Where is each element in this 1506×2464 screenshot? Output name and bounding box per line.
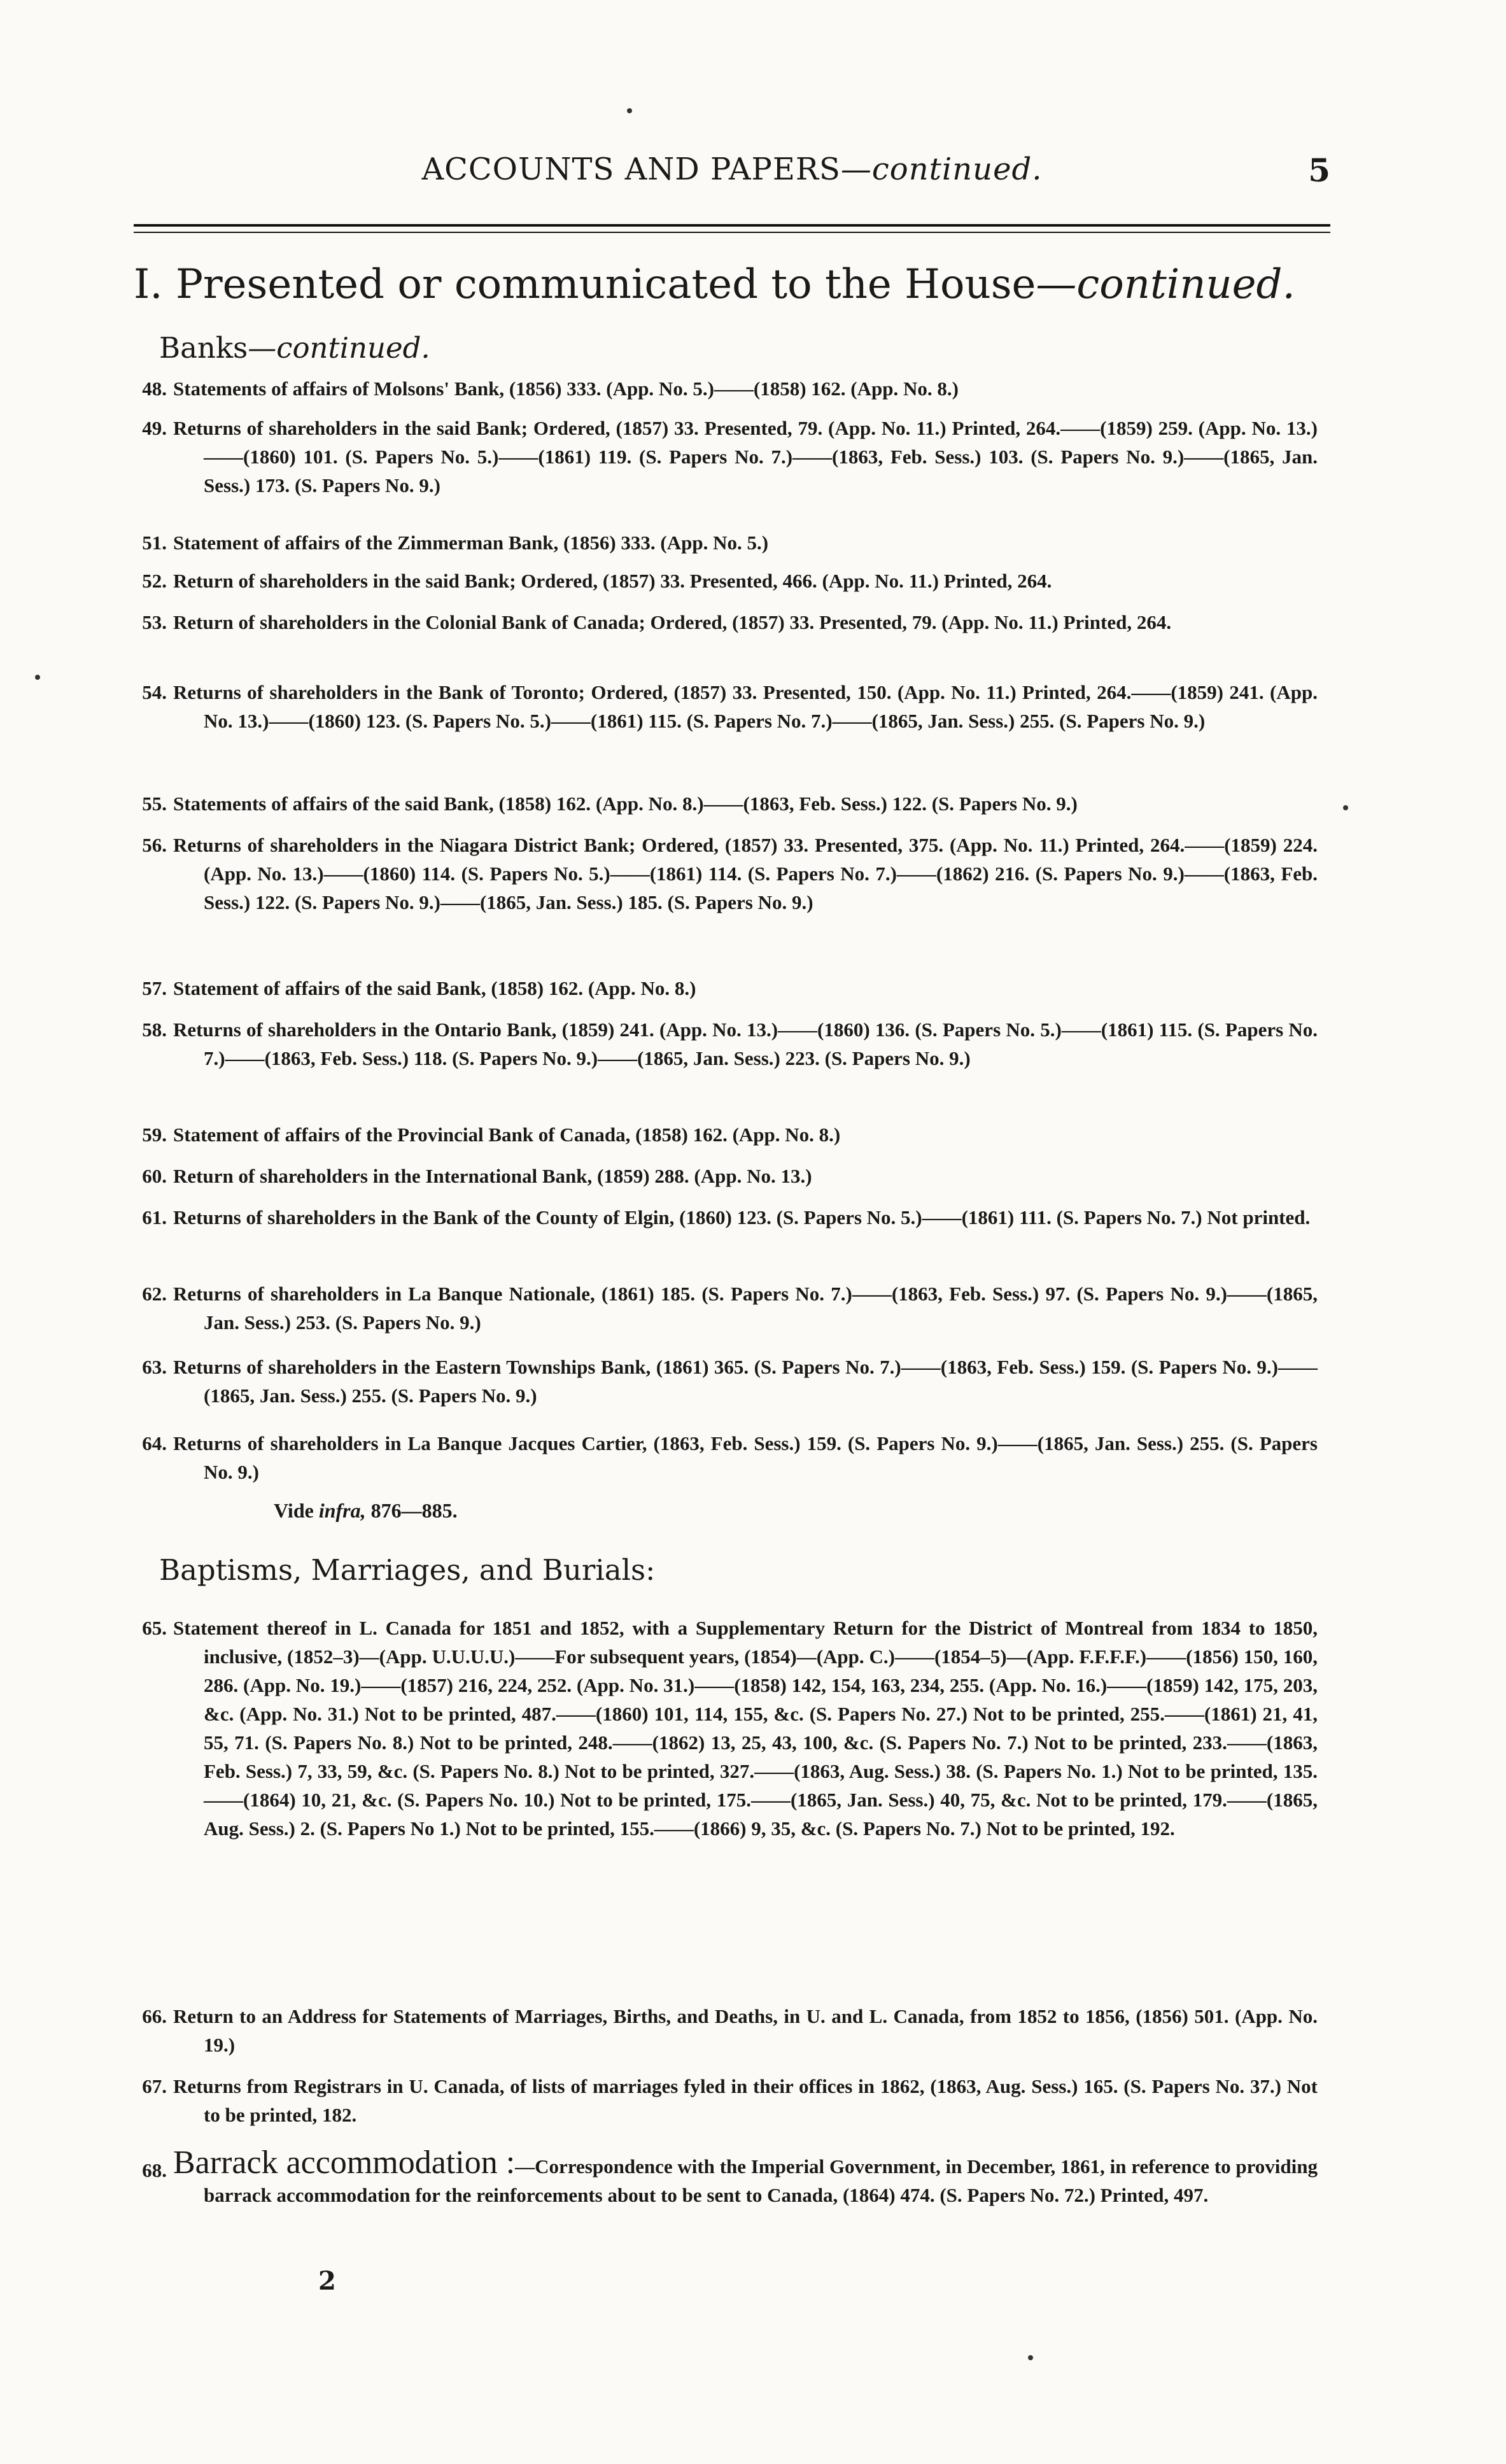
scan-speck [35,675,40,680]
entry-number: 58. [142,1018,167,1041]
list-item [121,831,1318,917]
entry-text: Returns of shareholders in the Eastern Townships Bank, (1861) 365. (S. Papers No. 7.)——(1863, Feb. Sess.) 159. (S. Papers No. 9.)——(1865, Jan. Sess.) 255. (S. Papers No. 9.) [173,1356,1318,1407]
entry-number: 57. [142,977,167,999]
entry-text: Return of shareholders in the Colonial Bank of Canada; Ordered, (1857) 33. Presented, 79. (App. No. 11.) Printed, 264. [173,611,1172,633]
section-title-suffix: —continued. [1036,261,1295,308]
barrack-heading: Barrack accommodation : [173,2144,516,2181]
entry-text: Returns of shareholders in La Banque Nationale, (1861) 185. (S. Papers No. 7.)——(1863, Feb. Sess.) 97. (S. Papers No. 9.)——(1865, Jan. Sess.) 253. (S. Papers No. 9.) [173,1283,1318,1334]
list-item [121,2002,1318,2059]
entry-number: 68. [142,2159,167,2181]
entry-number: 65. [142,1617,167,1639]
entry-number: 60. [142,1165,167,1187]
entry-number: 54. [142,681,167,703]
entry-text: Returns of shareholders in the Niagara District Bank; Ordered, (1857) 33. Presented, 375. (App. No. 11.) Printed, 264.——(1859) 224. (App. No. 13.)——(1860) 114. (S. Papers No. 5.)——(1861) 114. (S. Papers No. 7.)——(1862) 216. (S. Papers No. 9.)——(1863, Feb. Sess.) 122. (S. Papers No. 9.)——(1865, Jan. Sess.) 185. (S. Papers No. 9.) [173,834,1318,913]
entry-text: Returns of shareholders in the Bank of Toronto; Ordered, (1857) 33. Presented, 150. (App. No. 11.) Printed, 264.——(1859) 241. (App. No. 13.)——(1860) 123. (S. Papers No. 5.)——(1861) 115. (S. Papers No. 7.)——(1865, Jan. Sess.) 255. (S. Papers No. 9.) [173,681,1318,732]
list-item [121,1279,1318,1337]
section-title-text: I. Presented or communicated to the House [134,261,1036,308]
entry-number: 56. [142,834,167,856]
list-item [121,678,1318,735]
section-title [134,261,1295,308]
entry-text: Returns of shareholders in the Ontario Bank, (1859) 241. (App. No. 13.)——(1860) 136. (S. Papers No. 5.)——(1861) 115. (S. Papers No. 7.)——(1863, Feb. Sess.) 118. (S. Papers No. 9.)——(1865, Jan. Sess.) 223. (S. Papers No. 9.) [173,1018,1318,1069]
running-head-title-text: ACCOUNTS AND PAPERS [421,151,841,187]
entry-text [173,2144,1318,2209]
baptisms-heading: Baptisms, Marriages, and Burials: [159,1553,656,1587]
list-item [121,414,1318,500]
cross-reference [274,1499,458,1523]
header-rule-thick [134,224,1330,227]
entry-text: Returns of shareholders in the said Bank; Ordered, (1857) 33. Presented, 79. (App. No. 11.) Printed, 264.——(1859) 259. (App. No. 13.)——(1860) 101. (S. Papers No. 5.)——(1861) 119. (S. Papers No. 7.)——(1863, Feb. Sess.) 103. (S. Papers No. 9.)——(1865, Jan. Sess.) 173. (S. Papers No. 9.) [173,417,1318,496]
entry-number: 55. [142,792,167,815]
list-item [121,1614,1318,1843]
list-item [121,1429,1318,1486]
entry-number: 49. [142,417,167,439]
entry-text: Returns of shareholders in the Bank of the County of Elgin, (1860) 123. (S. Papers No. 5.)——(1861) 111. (S. Papers No. 7.) Not printed. [173,1206,1311,1228]
entry-number: 48. [142,377,167,400]
entry-text: Return to an Address for Statements of Marriages, Births, and Deaths, in U. and L. Canada, from 1852 to 1856, (1856) 501. (App. No. 19.) [173,2005,1318,2056]
entry-number: 61. [142,1206,167,1228]
banks-heading-suffix: —continued. [248,331,430,365]
scan-speck [627,108,632,113]
running-head [134,151,1330,196]
entry-text: Statement of affairs of the Zimmerman Bank, (1856) 333. (App. No. 5.) [173,532,769,554]
entry-number: 66. [142,2005,167,2027]
list-item [121,1120,1318,1149]
entry-text: Statements of affairs of the said Bank, (1858) 162. (App. No. 8.)——(1863, Feb. Sess.) 122. (S. Papers No. 9.) [173,792,1078,815]
list-item [121,528,1318,557]
barrack-entry [121,2144,1318,2209]
vide-italic: infra, [318,1499,366,1522]
barrack-text: —Correspondence with the Imperial Government, in December, 1861, in reference to providing barrack accommodation for the reinforcements about to be sent to Canada, (1864) 474. (S. Papers No. 72.) Printed, 497. [204,2155,1318,2206]
entry-text: Returns of shareholders in La Banque Jacques Cartier, (1863, Feb. Sess.) 159. (S. Papers No. 9.)——(1865, Jan. Sess.) 255. (S. Papers No. 9.) [173,1432,1318,1483]
entry-number: 64. [142,1432,167,1454]
vide-label: Vide [274,1499,314,1522]
list-item [121,789,1318,818]
list-item [121,1353,1318,1410]
scan-speck [1028,2355,1033,2360]
list-item [121,567,1318,595]
list-item [121,1015,1318,1073]
entry-text: Statement of affairs of the Provincial Bank of Canada, (1858) 162. (App. No. 8.) [173,1123,841,1146]
signature-mark: 2 [318,2266,336,2296]
entry-text: Return of shareholders in the International Bank, (1859) 288. (App. No. 13.) [173,1165,812,1187]
entry-text: Return of shareholders in the said Bank; Ordered, (1857) 33. Presented, 466. (App. No. 11.) Printed, 264. [173,570,1052,592]
running-head-title-suffix: —continued. [840,151,1043,187]
header-rule-thin [134,232,1330,233]
vide-ref: 876—885. [370,1499,458,1522]
list-item [121,608,1318,637]
running-head-title [134,151,1330,187]
entry-text: Statement of affairs of the said Bank, (1858) 162. (App. No. 8.) [173,977,696,999]
list-item [121,2072,1318,2129]
entry-number: 52. [142,570,167,592]
entry-text: Statement thereof in L. Canada for 1851 and 1852, with a Supplementary Return for the District of Montreal from 1834 to 1850, inclusive, (1852–3)—(App. U.U.U.U.)——For subsequent years, (1854)—(App. C.)——(1854–5)—(App. F.F.F.F.)——(1856) 150, 160, 286. (App. No. 19.)——(1857) 216, 224, 252. (App. No. 31.)——(1858) 142, 154, 163, 234, 255. (App. No. 16.)——(1859) 142, 175, 203, &c. (App. No. 31.) Not to be printed, 487.——(1860) 101, 114, 155, &c. (S. Papers No. 27.) Not to be printed, 255.——(1861) 21, 41, 55, 71. (S. Papers No. 8.) Not to be printed, 248.——(1862) 13, 25, 43, 100, &c. (S. Papers No. 7.) Not to be printed, 233.——(1863, Feb. Sess.) 7, 33, 59, &c. (S. Papers No. 8.) Not to be printed, 327.——(1863, Aug. Sess.) 38. (S. Papers No. 1.) Not to be printed, 135.——(1864) 10, 21, &c. (S. Papers No. 10.) Not to be printed, 175.——(1865, Jan. Sess.) 40, 75, &c. Not to be printed, 179.——(1865, Aug. Sess.) 2. (S. Papers No 1.) Not to be printed, 155.——(1866) 9, 35, &c. (S. Papers No. 7.) Not to be printed, 192. [173,1617,1318,1840]
entry-number: 51. [142,532,167,554]
entry-number: 59. [142,1123,167,1146]
entry-text: Returns from Registrars in U. Canada, of lists of marriages fyled in their offices in 1862, (1863, Aug. Sess.) 165. (S. Papers No. 37.) Not to be printed, 182. [173,2075,1318,2126]
banks-heading [159,331,430,365]
entry-number: 53. [142,611,167,633]
entry-number: 63. [142,1356,167,1378]
list-item [121,1162,1318,1190]
list-item [121,1203,1318,1232]
page-number: 5 [1308,151,1330,189]
banks-heading-text: Banks [159,331,248,365]
scan-speck [1343,805,1348,810]
entry-text: Statements of affairs of Molsons' Bank, (1856) 333. (App. No. 5.)——(1858) 162. (App. No. 8.) [173,377,959,400]
entry-number: 62. [142,1283,167,1305]
list-item [121,374,1318,403]
list-item [121,974,1318,1003]
entry-number: 67. [142,2075,167,2097]
